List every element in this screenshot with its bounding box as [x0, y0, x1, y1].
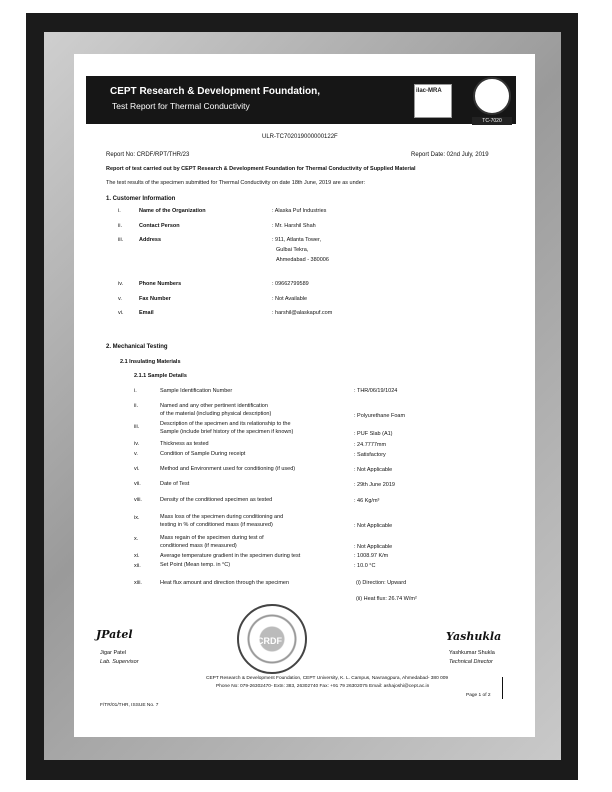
page-number: Page 1 of 2	[466, 693, 491, 698]
supervisor-signature: JPatel	[96, 628, 133, 641]
report-subtitle: Test Report for Thermal Conductivity	[112, 101, 250, 111]
report-heading: Report of test carried out by CEPT Research & Development Foundation for Thermal Conductivity of Supplied Material	[106, 166, 416, 172]
director-title: Technical Director	[449, 659, 493, 665]
footer-contact: Phone No: 079-26302470- Extn: 383, 26302740 Fax: +91 79 26302075 Email: ashajoshi@cept.ac.in	[216, 684, 430, 689]
mechanical-section-label: 2. Mechanical Testing	[106, 344, 168, 350]
director-signature: Yashukla	[446, 630, 502, 643]
customer-section-label: 1. Customer Information	[106, 196, 176, 202]
org-title: CEPT Research & Development Foundation,	[110, 86, 321, 97]
intro-text: The test results of the specimen submitted for Thermal Conductivity on date 18th June, 2019 are as under:	[106, 180, 366, 186]
report-date: Report Date: 02nd July, 2019	[411, 152, 489, 158]
supervisor-name: Jigar Patel	[100, 650, 126, 656]
report-number: Report No: CRDF/RPT/THR/23	[106, 152, 190, 158]
director-name: Yashkumar Shukla	[449, 650, 495, 656]
issue-code: F/TR/01/THR, ISSUE No. 7	[100, 703, 159, 708]
accreditation-seal-icon	[473, 77, 511, 115]
crdf-stamp: CRDF	[237, 604, 307, 674]
footer-divider	[502, 677, 503, 699]
footer-address: CEPT Research & Development Foundation, CEPT University, K. L. Campus, Navrangpura, Ahmedabad- 380 009	[206, 676, 449, 681]
ilac-mra-logo: ilac-MRA	[414, 84, 452, 118]
ulr-number: ULR-TC702019000000122F	[262, 134, 338, 140]
tc-code: TC-7020	[472, 117, 512, 125]
certificate-page: CEPT Research & Development Foundation, Test Report for Thermal Conductivity ilac-MRA TC-7020 ULR-TC702019000000122F Report No: CRDF/RPT/THR/23 Report Date: 02nd July, 2019 Report of test carried out by CEPT Research & Development Foundation for Thermal Conductivity of Supplied Material The test results of the specimen submitted for Thermal Conductivity on date 18th June, 2019 are as under: 1. Customer Information i. Name of the Organization : Alaska Puf Industries ii. Contact Person : Mr. Harshil Shah iii. Address : 911, Atlanta Tower, Gulbai Tekra, Ahmedabad - 380006 iv. Phone Numbers : 09662799589 v. Fax Number : Not Available vi. Email : harshil@alaskapuf.com 2. Mechanical Testing 2.1 Insulating Materials 2.1.1 Sample Details i. Sample Identification Number : THR/06/19/1024 ii. Named and any other pertinent identification of the material (including physical description) : Polyurethane Foam iii. Description of the specimen and its relationship to the Sample (include brief history of the specimen if known) : PUF Slab (A1) iv. Thickness as tested : 24.7777mm v. Condition of Sample During receipt : Satisfactory vi. Method and Environment used for conditioning (if used) : Not Applicable vii. Date of Test : 29th June 2019 viii. Density of the conditioned specimen as tested : 46 Kg/m³ ix. Mass loss of the specimen during conditioning and testing in % of conditioned mass (if measured) : Not Applicable x. Mass regain of the specimen during test of conditioned mass (if measured) : Not Applicable xi. Average temperature gradient in the specimen during test : 1008.97 K/m xii. Set Point (Mean temp. in °C) : 10.0 °C xiii. Heat flux amount and direction through the specimen (i) Direction: Upward (ii) Heat flux: 26.74 W/m² JPatel Jigar Patel Lab. Supervisor CRDF Yashukla Yashkumar Shukla Technical Director CEPT Research & Development Foundation, CEPT University, K. L. Campus, Navrangpura, Ahmedabad- 380 009 Phone No: 079-26302470- Extn: 383, 26302740 Fax: +91 79 26302075 Email: ashajoshi@cept.ac.in Page 1 of 2 F/TR/01/THR, ISSUE No. 7	[74, 54, 535, 737]
sample-details-label: 2.1.1 Sample Details	[134, 373, 187, 379]
heat-flux-value: (ii) Heat flux: 26.74 W/m²	[356, 596, 417, 602]
insulating-materials-label: 2.1 Insulating Materials	[120, 359, 181, 365]
supervisor-title: Lab. Supervisor	[100, 659, 139, 665]
